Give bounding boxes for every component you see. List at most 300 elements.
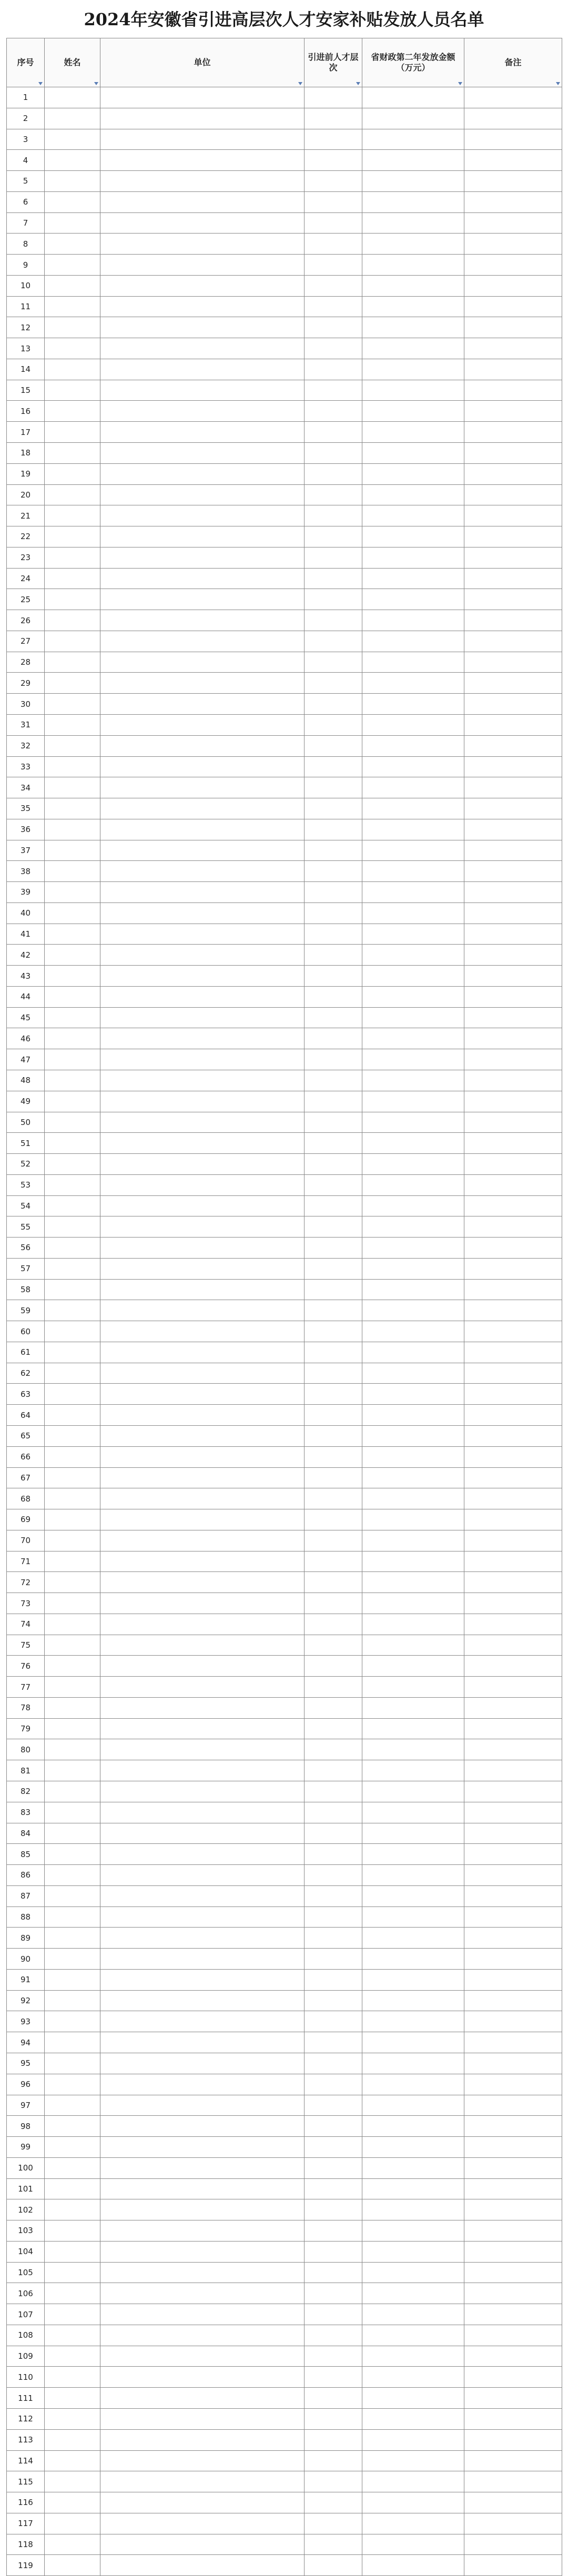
cell-type[interactable]: [305, 1195, 362, 1216]
cell-remark[interactable]: [464, 401, 562, 422]
cell-remark[interactable]: [464, 1049, 562, 1070]
cell-unit[interactable]: [100, 526, 305, 547]
cell-remark[interactable]: [464, 2116, 562, 2137]
cell-unit[interactable]: [100, 1174, 305, 1195]
cell-amount[interactable]: [362, 212, 464, 234]
cell-name[interactable]: [45, 568, 100, 589]
cell-type[interactable]: [305, 2074, 362, 2095]
cell-name[interactable]: [45, 2032, 100, 2053]
cell-no[interactable]: 48: [7, 1070, 45, 1091]
cell-no[interactable]: 92: [7, 1990, 45, 2011]
cell-name[interactable]: [45, 150, 100, 171]
cell-no[interactable]: 60: [7, 1321, 45, 1342]
cell-unit[interactable]: [100, 2262, 305, 2283]
cell-remark[interactable]: [464, 1238, 562, 1259]
cell-remark[interactable]: [464, 275, 562, 296]
cell-amount[interactable]: [362, 1572, 464, 1593]
cell-amount[interactable]: [362, 2346, 464, 2367]
cell-type[interactable]: [305, 1990, 362, 2011]
cell-no[interactable]: 115: [7, 2471, 45, 2492]
cell-name[interactable]: [45, 1635, 100, 1656]
cell-type[interactable]: [305, 1572, 362, 1593]
cell-name[interactable]: [45, 1949, 100, 1970]
cell-no[interactable]: 89: [7, 1928, 45, 1949]
cell-amount[interactable]: [362, 1321, 464, 1342]
cell-remark[interactable]: [464, 1133, 562, 1154]
cell-unit[interactable]: [100, 1238, 305, 1259]
cell-no[interactable]: 77: [7, 1677, 45, 1698]
cell-type[interactable]: [305, 2095, 362, 2116]
cell-name[interactable]: [45, 1091, 100, 1112]
cell-no[interactable]: 82: [7, 1781, 45, 1802]
cell-no[interactable]: 86: [7, 1865, 45, 1886]
cell-no[interactable]: 100: [7, 2157, 45, 2178]
cell-name[interactable]: [45, 882, 100, 903]
cell-name[interactable]: [45, 902, 100, 924]
cell-unit[interactable]: [100, 87, 305, 108]
cell-remark[interactable]: [464, 2074, 562, 2095]
cell-unit[interactable]: [100, 1342, 305, 1363]
cell-type[interactable]: [305, 861, 362, 882]
cell-unit[interactable]: [100, 1384, 305, 1405]
cell-type[interactable]: [305, 1384, 362, 1405]
cell-remark[interactable]: [464, 1091, 562, 1112]
cell-no[interactable]: 36: [7, 819, 45, 840]
cell-unit[interactable]: [100, 2137, 305, 2158]
cell-no[interactable]: 98: [7, 2116, 45, 2137]
cell-no[interactable]: 27: [7, 631, 45, 652]
cell-name[interactable]: [45, 1760, 100, 1781]
cell-remark[interactable]: [464, 1593, 562, 1614]
cell-amount[interactable]: [362, 1238, 464, 1259]
cell-no[interactable]: 102: [7, 2199, 45, 2220]
cell-no[interactable]: 63: [7, 1384, 45, 1405]
cell-no[interactable]: 56: [7, 1238, 45, 1259]
cell-type[interactable]: [305, 1739, 362, 1760]
cell-name[interactable]: [45, 819, 100, 840]
cell-no[interactable]: 33: [7, 756, 45, 777]
cell-amount[interactable]: [362, 2262, 464, 2283]
cell-no[interactable]: 20: [7, 484, 45, 505]
cell-type[interactable]: [305, 1781, 362, 1802]
cell-no[interactable]: 117: [7, 2513, 45, 2534]
cell-amount[interactable]: [362, 1049, 464, 1070]
cell-remark[interactable]: [464, 945, 562, 966]
cell-name[interactable]: [45, 2388, 100, 2409]
cell-remark[interactable]: [464, 2388, 562, 2409]
cell-name[interactable]: [45, 359, 100, 380]
cell-no[interactable]: 34: [7, 777, 45, 798]
cell-type[interactable]: [305, 1677, 362, 1698]
cell-no[interactable]: 99: [7, 2137, 45, 2158]
cell-type[interactable]: [305, 2492, 362, 2513]
cell-name[interactable]: [45, 275, 100, 296]
cell-unit[interactable]: [100, 212, 305, 234]
cell-unit[interactable]: [100, 1551, 305, 1572]
cell-unit[interactable]: [100, 1300, 305, 1321]
cell-remark[interactable]: [464, 1216, 562, 1238]
cell-remark[interactable]: [464, 1363, 562, 1384]
cell-unit[interactable]: [100, 1969, 305, 1990]
cell-name[interactable]: [45, 2137, 100, 2158]
cell-amount[interactable]: [362, 296, 464, 317]
cell-remark[interactable]: [464, 2241, 562, 2262]
cell-remark[interactable]: [464, 2157, 562, 2178]
cell-no[interactable]: 26: [7, 610, 45, 631]
cell-no[interactable]: 43: [7, 966, 45, 987]
cell-unit[interactable]: [100, 1216, 305, 1238]
cell-no[interactable]: 49: [7, 1091, 45, 1112]
cell-name[interactable]: [45, 2367, 100, 2388]
filter-dropdown-icon[interactable]: [458, 82, 462, 85]
cell-amount[interactable]: [362, 2471, 464, 2492]
cell-name[interactable]: [45, 1216, 100, 1238]
cell-remark[interactable]: [464, 694, 562, 715]
cell-name[interactable]: [45, 526, 100, 547]
cell-no[interactable]: 74: [7, 1614, 45, 1635]
cell-no[interactable]: 119: [7, 2555, 45, 2576]
cell-type[interactable]: [305, 986, 362, 1007]
cell-type[interactable]: [305, 2032, 362, 2053]
cell-remark[interactable]: [464, 2450, 562, 2471]
cell-type[interactable]: [305, 129, 362, 150]
cell-no[interactable]: 105: [7, 2262, 45, 2283]
cell-amount[interactable]: [362, 1844, 464, 1865]
cell-amount[interactable]: [362, 2429, 464, 2450]
cell-type[interactable]: [305, 714, 362, 735]
cell-amount[interactable]: [362, 1300, 464, 1321]
cell-no[interactable]: 112: [7, 2408, 45, 2429]
cell-amount[interactable]: [362, 1133, 464, 1154]
cell-name[interactable]: [45, 2157, 100, 2178]
cell-amount[interactable]: [362, 1949, 464, 1970]
cell-unit[interactable]: [100, 1823, 305, 1844]
cell-amount[interactable]: [362, 1614, 464, 1635]
cell-amount[interactable]: [362, 1823, 464, 1844]
cell-remark[interactable]: [464, 2534, 562, 2555]
cell-type[interactable]: [305, 1885, 362, 1906]
cell-remark[interactable]: [464, 1405, 562, 1426]
cell-remark[interactable]: [464, 422, 562, 443]
cell-name[interactable]: [45, 484, 100, 505]
cell-unit[interactable]: [100, 1593, 305, 1614]
cell-amount[interactable]: [362, 610, 464, 631]
cell-remark[interactable]: [464, 986, 562, 1007]
cell-remark[interactable]: [464, 1990, 562, 2011]
cell-type[interactable]: [305, 2450, 362, 2471]
cell-unit[interactable]: [100, 234, 305, 255]
cell-type[interactable]: [305, 1718, 362, 1739]
cell-no[interactable]: 66: [7, 1446, 45, 1467]
cell-remark[interactable]: [464, 798, 562, 819]
cell-amount[interactable]: [362, 2513, 464, 2534]
cell-no[interactable]: 19: [7, 463, 45, 484]
cell-no[interactable]: 113: [7, 2429, 45, 2450]
cell-no[interactable]: 101: [7, 2178, 45, 2199]
cell-name[interactable]: [45, 798, 100, 819]
cell-remark[interactable]: [464, 735, 562, 756]
cell-unit[interactable]: [100, 275, 305, 296]
cell-name[interactable]: [45, 2408, 100, 2429]
cell-name[interactable]: [45, 1990, 100, 2011]
cell-amount[interactable]: [362, 171, 464, 192]
cell-name[interactable]: [45, 1906, 100, 1928]
cell-type[interactable]: [305, 1300, 362, 1321]
cell-name[interactable]: [45, 1969, 100, 1990]
cell-type[interactable]: [305, 1760, 362, 1781]
cell-name[interactable]: [45, 171, 100, 192]
cell-no[interactable]: 80: [7, 1739, 45, 1760]
cell-amount[interactable]: [362, 861, 464, 882]
cell-name[interactable]: [45, 87, 100, 108]
cell-amount[interactable]: [362, 2074, 464, 2095]
cell-name[interactable]: [45, 840, 100, 861]
cell-name[interactable]: [45, 631, 100, 652]
cell-type[interactable]: [305, 610, 362, 631]
cell-unit[interactable]: [100, 568, 305, 589]
cell-amount[interactable]: [362, 2137, 464, 2158]
cell-type[interactable]: [305, 2367, 362, 2388]
column-header-amount[interactable]: [362, 38, 464, 87]
cell-remark[interactable]: [464, 2346, 562, 2367]
cell-name[interactable]: [45, 1238, 100, 1259]
cell-amount[interactable]: [362, 1677, 464, 1698]
cell-remark[interactable]: [464, 2283, 562, 2304]
cell-unit[interactable]: [100, 1195, 305, 1216]
cell-amount[interactable]: [362, 882, 464, 903]
cell-unit[interactable]: [100, 2408, 305, 2429]
cell-remark[interactable]: [464, 1112, 562, 1133]
cell-unit[interactable]: [100, 484, 305, 505]
cell-no[interactable]: 96: [7, 2074, 45, 2095]
cell-amount[interactable]: [362, 255, 464, 276]
cell-no[interactable]: 21: [7, 505, 45, 526]
cell-amount[interactable]: [362, 317, 464, 338]
cell-type[interactable]: [305, 819, 362, 840]
cell-remark[interactable]: [464, 1635, 562, 1656]
cell-unit[interactable]: [100, 902, 305, 924]
cell-amount[interactable]: [362, 505, 464, 526]
cell-no[interactable]: 4: [7, 150, 45, 171]
cell-remark[interactable]: [464, 1572, 562, 1593]
cell-unit[interactable]: [100, 1697, 305, 1718]
cell-no[interactable]: 65: [7, 1426, 45, 1447]
cell-unit[interactable]: [100, 1635, 305, 1656]
cell-unit[interactable]: [100, 505, 305, 526]
cell-remark[interactable]: [464, 2095, 562, 2116]
cell-remark[interactable]: [464, 129, 562, 150]
cell-type[interactable]: [305, 359, 362, 380]
cell-amount[interactable]: [362, 2534, 464, 2555]
cell-unit[interactable]: [100, 2220, 305, 2242]
cell-unit[interactable]: [100, 2178, 305, 2199]
column-header-name[interactable]: [45, 38, 100, 87]
cell-remark[interactable]: [464, 1509, 562, 1530]
cell-no[interactable]: 22: [7, 526, 45, 547]
cell-unit[interactable]: [100, 1802, 305, 1823]
cell-name[interactable]: [45, 756, 100, 777]
cell-name[interactable]: [45, 1885, 100, 1906]
cell-amount[interactable]: [362, 1174, 464, 1195]
cell-no[interactable]: 79: [7, 1718, 45, 1739]
cell-amount[interactable]: [362, 966, 464, 987]
cell-unit[interactable]: [100, 1530, 305, 1551]
cell-unit[interactable]: [100, 1258, 305, 1279]
cell-unit[interactable]: [100, 589, 305, 610]
cell-no[interactable]: 62: [7, 1363, 45, 1384]
cell-name[interactable]: [45, 1195, 100, 1216]
cell-name[interactable]: [45, 1844, 100, 1865]
cell-type[interactable]: [305, 1112, 362, 1133]
cell-unit[interactable]: [100, 463, 305, 484]
cell-no[interactable]: 50: [7, 1112, 45, 1133]
cell-type[interactable]: [305, 1049, 362, 1070]
cell-unit[interactable]: [100, 1467, 305, 1488]
cell-remark[interactable]: [464, 191, 562, 212]
cell-amount[interactable]: [362, 1195, 464, 1216]
cell-remark[interactable]: [464, 631, 562, 652]
cell-unit[interactable]: [100, 2346, 305, 2367]
cell-amount[interactable]: [362, 2325, 464, 2346]
cell-amount[interactable]: [362, 1405, 464, 1426]
cell-remark[interactable]: [464, 1007, 562, 1028]
cell-no[interactable]: 45: [7, 1007, 45, 1028]
cell-amount[interactable]: [362, 652, 464, 673]
cell-name[interactable]: [45, 2450, 100, 2471]
cell-unit[interactable]: [100, 2429, 305, 2450]
cell-remark[interactable]: [464, 1865, 562, 1886]
cell-remark[interactable]: [464, 547, 562, 568]
cell-remark[interactable]: [464, 714, 562, 735]
cell-no[interactable]: 35: [7, 798, 45, 819]
cell-remark[interactable]: [464, 924, 562, 945]
cell-name[interactable]: [45, 2283, 100, 2304]
cell-remark[interactable]: [464, 1321, 562, 1342]
cell-type[interactable]: [305, 2283, 362, 2304]
cell-name[interactable]: [45, 1614, 100, 1635]
column-header-type[interactable]: [305, 38, 362, 87]
cell-remark[interactable]: [464, 380, 562, 401]
cell-unit[interactable]: [100, 2325, 305, 2346]
cell-unit[interactable]: [100, 1007, 305, 1028]
cell-name[interactable]: [45, 1363, 100, 1384]
cell-type[interactable]: [305, 2137, 362, 2158]
cell-no[interactable]: 8: [7, 234, 45, 255]
cell-type[interactable]: [305, 1635, 362, 1656]
cell-unit[interactable]: [100, 1677, 305, 1698]
cell-name[interactable]: [45, 2199, 100, 2220]
cell-no[interactable]: 90: [7, 1949, 45, 1970]
cell-amount[interactable]: [362, 2492, 464, 2513]
cell-type[interactable]: [305, 1133, 362, 1154]
cell-type[interactable]: [305, 1593, 362, 1614]
cell-amount[interactable]: [362, 756, 464, 777]
cell-type[interactable]: [305, 150, 362, 171]
cell-no[interactable]: 70: [7, 1530, 45, 1551]
cell-no[interactable]: 37: [7, 840, 45, 861]
cell-type[interactable]: [305, 673, 362, 694]
cell-unit[interactable]: [100, 2534, 305, 2555]
cell-remark[interactable]: [464, 1781, 562, 1802]
cell-amount[interactable]: [362, 2283, 464, 2304]
cell-type[interactable]: [305, 1154, 362, 1175]
cell-no[interactable]: 44: [7, 986, 45, 1007]
cell-type[interactable]: [305, 526, 362, 547]
cell-no[interactable]: 71: [7, 1551, 45, 1572]
cell-unit[interactable]: [100, 1865, 305, 1886]
cell-name[interactable]: [45, 1865, 100, 1886]
column-header-no[interactable]: [7, 38, 45, 87]
cell-type[interactable]: [305, 2053, 362, 2074]
cell-remark[interactable]: [464, 1530, 562, 1551]
cell-remark[interactable]: [464, 317, 562, 338]
cell-name[interactable]: [45, 2534, 100, 2555]
cell-no[interactable]: 12: [7, 317, 45, 338]
cell-remark[interactable]: [464, 171, 562, 192]
cell-remark[interactable]: [464, 1154, 562, 1175]
cell-amount[interactable]: [362, 526, 464, 547]
cell-unit[interactable]: [100, 2116, 305, 2137]
cell-no[interactable]: 61: [7, 1342, 45, 1363]
cell-remark[interactable]: [464, 1844, 562, 1865]
cell-unit[interactable]: [100, 1049, 305, 1070]
cell-no[interactable]: 13: [7, 338, 45, 359]
cell-remark[interactable]: [464, 1969, 562, 1990]
cell-unit[interactable]: [100, 1718, 305, 1739]
cell-name[interactable]: [45, 234, 100, 255]
cell-unit[interactable]: [100, 777, 305, 798]
cell-name[interactable]: [45, 652, 100, 673]
cell-no[interactable]: 9: [7, 255, 45, 276]
cell-unit[interactable]: [100, 1906, 305, 1928]
cell-type[interactable]: [305, 1823, 362, 1844]
cell-amount[interactable]: [362, 1258, 464, 1279]
cell-type[interactable]: [305, 1426, 362, 1447]
cell-type[interactable]: [305, 1865, 362, 1886]
cell-type[interactable]: [305, 631, 362, 652]
cell-no[interactable]: 5: [7, 171, 45, 192]
cell-remark[interactable]: [464, 652, 562, 673]
cell-name[interactable]: [45, 2241, 100, 2262]
cell-remark[interactable]: [464, 1718, 562, 1739]
cell-type[interactable]: [305, 1363, 362, 1384]
cell-type[interactable]: [305, 1906, 362, 1928]
cell-amount[interactable]: [362, 2011, 464, 2032]
cell-name[interactable]: [45, 463, 100, 484]
cell-amount[interactable]: [362, 1530, 464, 1551]
cell-no[interactable]: 73: [7, 1593, 45, 1614]
cell-name[interactable]: [45, 1551, 100, 1572]
cell-type[interactable]: [305, 2199, 362, 2220]
cell-amount[interactable]: [362, 338, 464, 359]
cell-remark[interactable]: [464, 1885, 562, 1906]
cell-unit[interactable]: [100, 1656, 305, 1677]
cell-remark[interactable]: [464, 359, 562, 380]
cell-amount[interactable]: [362, 108, 464, 129]
cell-unit[interactable]: [100, 2283, 305, 2304]
cell-amount[interactable]: [362, 1112, 464, 1133]
cell-name[interactable]: [45, 1697, 100, 1718]
cell-type[interactable]: [305, 1530, 362, 1551]
cell-type[interactable]: [305, 2262, 362, 2283]
cell-type[interactable]: [305, 171, 362, 192]
cell-unit[interactable]: [100, 2471, 305, 2492]
cell-no[interactable]: 52: [7, 1154, 45, 1175]
cell-remark[interactable]: [464, 255, 562, 276]
cell-remark[interactable]: [464, 1300, 562, 1321]
cell-type[interactable]: [305, 2178, 362, 2199]
cell-unit[interactable]: [100, 1949, 305, 1970]
